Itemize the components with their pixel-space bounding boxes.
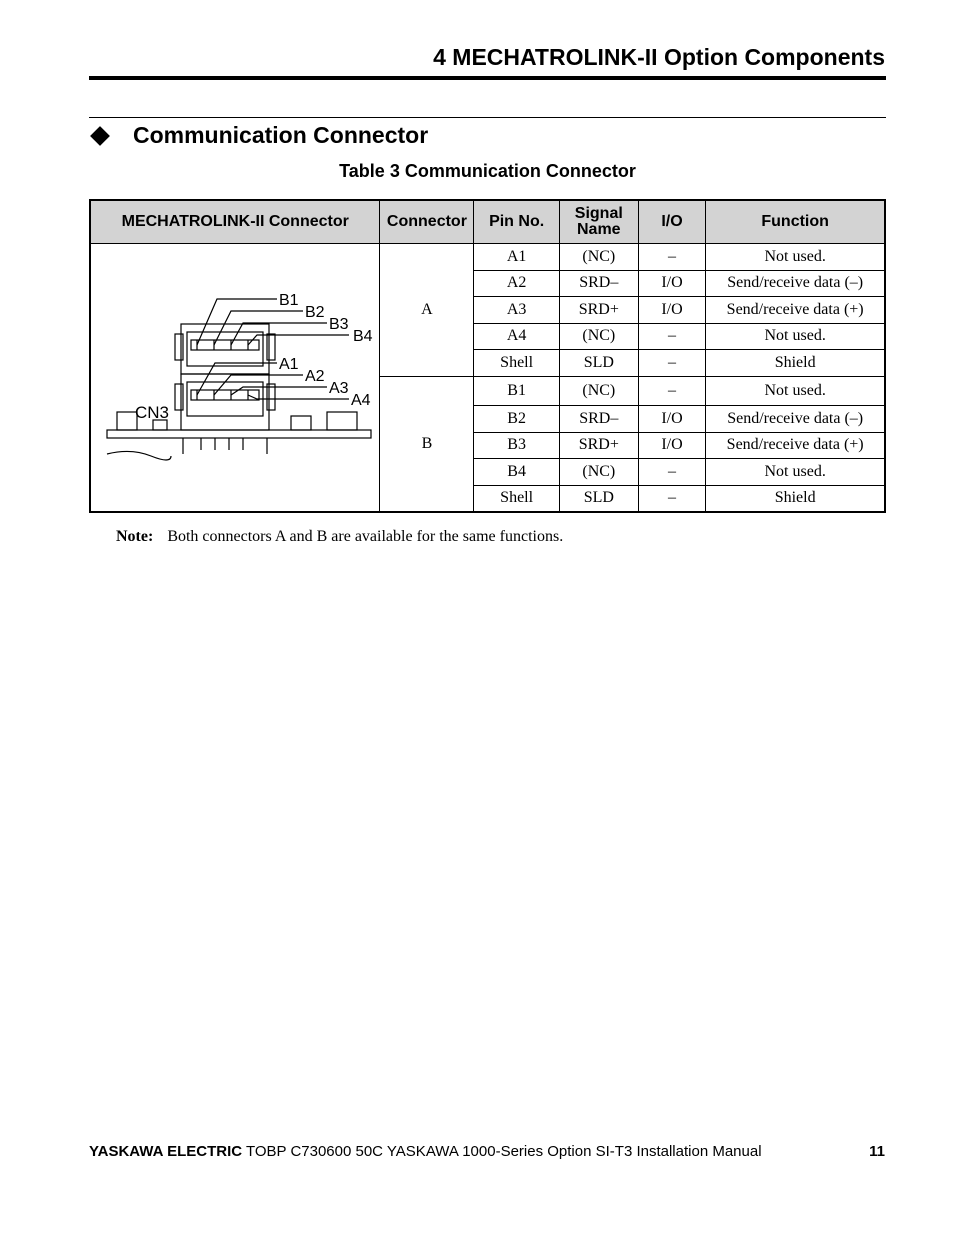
pin-cell: A2: [474, 270, 560, 297]
connector-a-cell: A: [380, 244, 474, 377]
function-cell: Send/receive data (+): [706, 432, 885, 459]
col-header: Pin No.: [474, 200, 560, 244]
function-cell: Send/receive data (–): [706, 406, 885, 433]
section-rule: [89, 117, 886, 118]
chapter-title: 4 MECHATROLINK-II Option Components: [433, 44, 885, 70]
section-heading: [89, 122, 428, 149]
table-caption: Table 3 Communication Connector: [339, 161, 636, 181]
signal-cell: SLD: [559, 485, 638, 512]
b4-label: B4: [353, 328, 373, 345]
col-header: Function: [706, 200, 885, 244]
col-header: [559, 200, 638, 244]
col-header: MECHATROLINK-II Connector: [90, 200, 380, 244]
function-cell: Shield: [706, 485, 885, 512]
cn3-label: CN3: [135, 403, 170, 422]
section-title: Communication Connector: [133, 122, 429, 148]
io-cell: I/O: [638, 270, 706, 297]
pin-cell: Shell: [474, 485, 560, 512]
connector-table: [89, 199, 886, 513]
io-cell: –: [638, 323, 706, 350]
io-cell: –: [638, 459, 706, 486]
pin-cell: B4: [474, 459, 560, 486]
leader-b3: [231, 323, 327, 345]
note: [116, 528, 563, 546]
function-cell: Send/receive data (+): [706, 297, 885, 324]
pin-cell: B3: [474, 432, 560, 459]
io-cell: –: [638, 485, 706, 512]
function-cell: Shield: [706, 350, 885, 377]
a3-label: A3: [329, 380, 349, 397]
note-text: Both connectors A and B are available for the same functions.: [167, 528, 564, 545]
leader-b1: [197, 299, 277, 345]
function-cell: Not used.: [706, 459, 885, 486]
io-cell: –: [638, 350, 706, 377]
footer-doc-info: [89, 1143, 762, 1160]
a2-label: A2: [305, 368, 325, 385]
function-cell: Send/receive data (–): [706, 270, 885, 297]
footer-brand: YASKAWA ELECTRIC: [89, 1143, 243, 1160]
signal-cell: SRD–: [559, 406, 638, 433]
footer-doc-title: TOBP C730600 50C YASKAWA 1000-Series Option SI-T3 Installation Manual: [242, 1143, 762, 1160]
io-cell: I/O: [638, 297, 706, 324]
note-label: Note:: [116, 528, 154, 545]
pin-cell: A4: [474, 323, 560, 350]
col-header: I/O: [638, 200, 706, 244]
pin-cell: B2: [474, 406, 560, 433]
function-cell: Not used.: [706, 323, 885, 350]
connector-figure-cell: [90, 244, 380, 513]
connector-b-cell: B: [380, 376, 474, 512]
pin-cell: B1: [474, 376, 560, 406]
signal-cell: SRD+: [559, 432, 638, 459]
a1-label: A1: [279, 356, 299, 373]
signal-cell: (NC): [559, 244, 638, 271]
header-rule: [89, 76, 886, 80]
function-cell: Not used.: [706, 376, 885, 406]
col-header-text: Signal Name: [574, 205, 623, 238]
board-outline: [107, 430, 371, 438]
io-cell: I/O: [638, 406, 706, 433]
table-row: [90, 244, 885, 271]
signal-cell: SLD: [559, 350, 638, 377]
function-cell: Not used.: [706, 244, 885, 271]
a4-label: A4: [351, 392, 371, 409]
io-cell: –: [638, 376, 706, 406]
connector-diagram: [91, 244, 379, 506]
pin-cell: A1: [474, 244, 560, 271]
page-number: 11: [869, 1143, 885, 1160]
b1-label: B1: [279, 292, 299, 309]
pin-cell: A3: [474, 297, 560, 324]
signal-cell: (NC): [559, 376, 638, 406]
col-header: Connector: [380, 200, 474, 244]
io-cell: I/O: [638, 432, 706, 459]
pin-cell: Shell: [474, 350, 560, 377]
signal-cell: (NC): [559, 459, 638, 486]
signal-cell: SRD+: [559, 297, 638, 324]
b3-label: B3: [329, 316, 349, 333]
signal-cell: (NC): [559, 323, 638, 350]
io-cell: –: [638, 244, 706, 271]
leader-a3: [231, 387, 327, 395]
diamond-bullet-icon: [90, 126, 110, 146]
b2-label: B2: [305, 304, 325, 321]
signal-cell: SRD–: [559, 270, 638, 297]
table-header-row: [90, 200, 885, 244]
